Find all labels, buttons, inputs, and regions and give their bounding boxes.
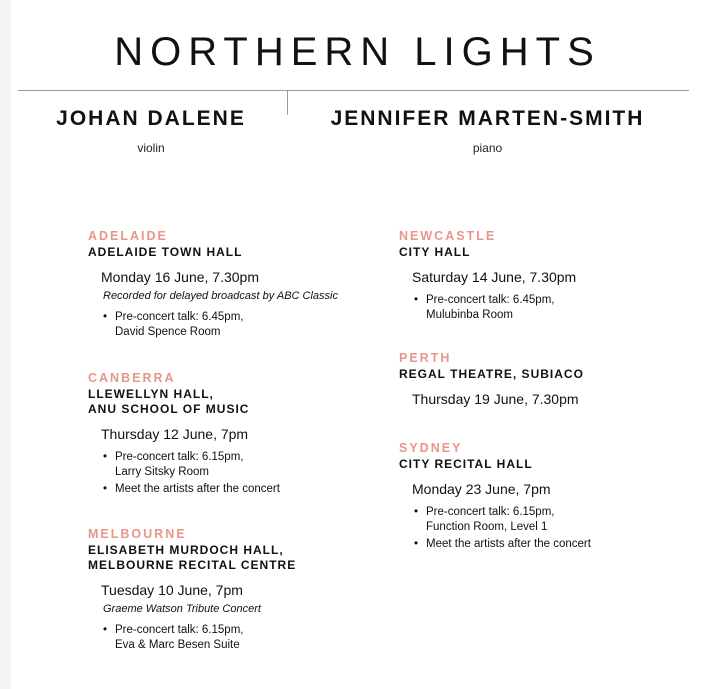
venue-details bbox=[399, 505, 679, 552]
venue-canberra bbox=[88, 371, 368, 500]
artist-name: JENNIFER MARTEN-SMITH bbox=[330, 107, 645, 130]
venue-city: NEWCASTLE bbox=[399, 229, 497, 243]
venue-date: Monday 16 June, 7.30pm bbox=[101, 269, 259, 285]
venue-note: Recorded for delayed broadcast by ABC Classic bbox=[103, 290, 338, 302]
artist-divider bbox=[287, 91, 288, 115]
venue-city: SYDNEY bbox=[399, 441, 463, 455]
venue-date: Monday 23 June, 7pm bbox=[412, 481, 551, 497]
venue-newcastle bbox=[399, 229, 679, 325]
artist-jennifer-marten-smith bbox=[315, 106, 660, 156]
venue-hall: ELISABETH MURDOCH HALL, MELBOURNE RECITAL CENTRE bbox=[88, 543, 297, 572]
venue-date: Tuesday 10 June, 7pm bbox=[101, 582, 243, 598]
venue-date: Thursday 12 June, 7pm bbox=[101, 426, 249, 442]
venue-details bbox=[399, 293, 679, 322]
program-page bbox=[11, 0, 704, 689]
venue-sydney bbox=[399, 441, 679, 555]
venue-adelaide bbox=[88, 229, 368, 342]
venue-details bbox=[88, 450, 368, 497]
artist-name: JOHAN DALENE bbox=[56, 107, 246, 130]
artist-instrument: violin bbox=[137, 141, 165, 155]
venue-date: Saturday 14 June, 7.30pm bbox=[412, 269, 577, 285]
venue-details bbox=[88, 310, 368, 339]
detail-item: • Meet the artists after the concert bbox=[414, 537, 656, 552]
page-title: NORTHERN LIGHTS bbox=[114, 30, 601, 74]
venue-details bbox=[88, 623, 368, 652]
venue-city: CANBERRA bbox=[88, 371, 176, 385]
venue-perth bbox=[399, 351, 679, 408]
venue-city: ADELAIDE bbox=[88, 229, 168, 243]
detail-item: • Pre-concert talk: 6.15pm, Function Room, Level 1 bbox=[414, 505, 656, 534]
venue-hall: REGAL THEATRE, SUBIACO bbox=[399, 367, 584, 381]
venue-city: PERTH bbox=[399, 351, 452, 365]
detail-item: • Pre-concert talk: 6.45pm, Mulubinba Room bbox=[414, 293, 656, 322]
divider-rule bbox=[18, 90, 689, 91]
detail-item: • Pre-concert talk: 6.45pm, David Spence Room bbox=[103, 310, 345, 339]
venue-city: MELBOURNE bbox=[88, 527, 187, 541]
artist-johan-dalene bbox=[41, 106, 261, 156]
artist-instrument: piano bbox=[472, 141, 503, 155]
venue-note: Graeme Watson Tribute Concert bbox=[103, 603, 261, 615]
detail-item: • Pre-concert talk: 6.15pm, Eva & Marc Besen Suite bbox=[103, 623, 345, 652]
detail-item: • Pre-concert talk: 6.15pm, Larry Sitsky Room bbox=[103, 450, 345, 479]
venue-melbourne bbox=[88, 527, 368, 655]
detail-item: • Meet the artists after the concert bbox=[103, 482, 345, 497]
venue-date: Thursday 19 June, 7.30pm bbox=[412, 391, 579, 407]
venue-hall: CITY HALL bbox=[399, 245, 471, 259]
venue-hall: ADELAIDE TOWN HALL bbox=[88, 245, 243, 259]
venue-hall: LLEWELLYN HALL, ANU SCHOOL OF MUSIC bbox=[88, 387, 250, 416]
venue-hall: CITY RECITAL HALL bbox=[399, 457, 533, 471]
